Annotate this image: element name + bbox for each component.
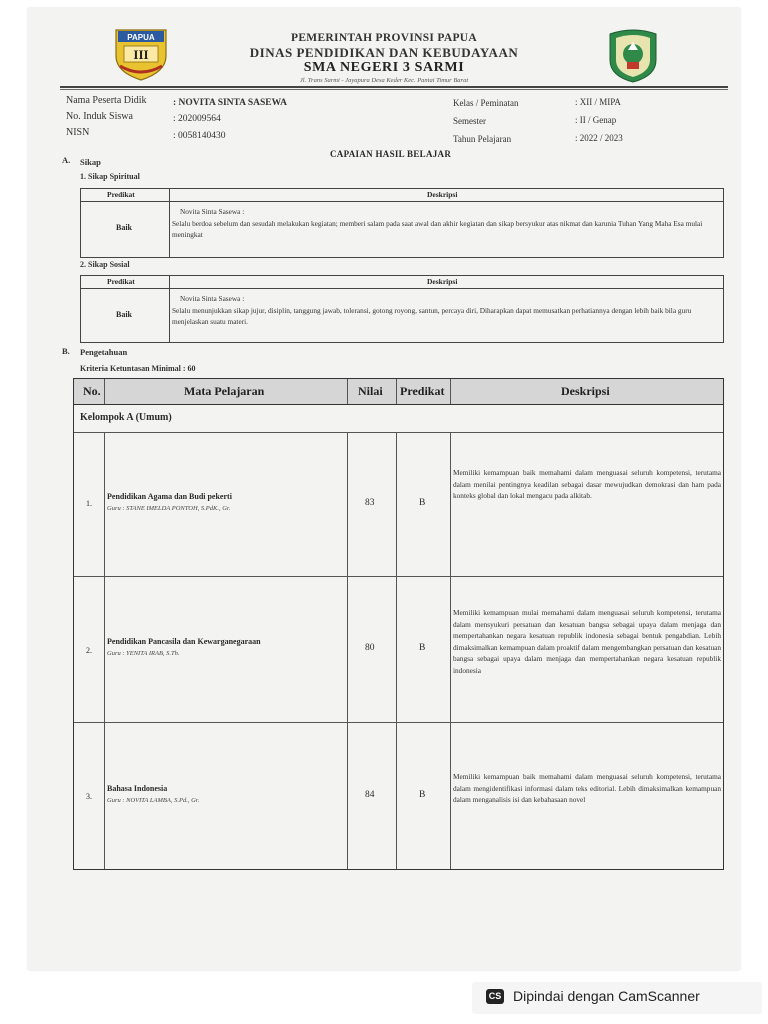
value-student-name: : NOVITA SINTA SASEWA xyxy=(173,98,287,108)
label-semester: Semester xyxy=(453,116,486,126)
header-school-name: SMA NEGERI 3 SARMI xyxy=(303,60,465,75)
label-academic-year: Tahun Pelajaran xyxy=(453,134,512,144)
label-nisn: NISN xyxy=(66,127,90,138)
section-b-letter: B. xyxy=(62,346,70,356)
social-table-divider xyxy=(169,276,170,342)
value-semester: : II / Genap xyxy=(575,115,617,125)
col-subject: Mata Pelajaran xyxy=(184,384,265,398)
row-number: 1. xyxy=(86,499,92,508)
section-b-title: Pengetahuan xyxy=(80,347,128,357)
subject-name: Pendidikan Agama dan Budi pekerti xyxy=(107,492,232,501)
col-divider xyxy=(450,432,451,869)
kkm-label: Kriteria Ketuntasan Minimal : 60 xyxy=(80,364,196,373)
label-student-name: Nama Peserta Didik xyxy=(66,95,147,106)
col-divider xyxy=(396,432,397,869)
col-divider xyxy=(347,432,348,869)
group-row xyxy=(74,404,723,433)
col-divider xyxy=(347,379,348,404)
spiritual-table xyxy=(80,188,724,258)
value-academic-year: : 2022 / 2023 xyxy=(575,133,623,143)
row-divider xyxy=(74,576,723,577)
report-title: CAPAIAN HASIL BELAJAR xyxy=(330,149,452,159)
subject-predicate: B xyxy=(419,498,426,508)
subject-teacher: Guru : STANE IMELDA PONTOH, S.PdK., Gr. xyxy=(107,505,231,512)
subject-description: Memiliki kemampuan baik memahami dalam menguasai seluruh kompetensi, terutama dalam menilai pentingnya keadilan sebagai dasar mewujudkan demokrasi dan ham pada konteks global dan lokal mengacu pada alkitab. xyxy=(453,468,721,500)
subject-description: Memiliki kemampuan mulai memahami dalam menguasai seluruh kompetensi, terutama dalam mensyukuri persatuan dan kesatuan bangsa sebagai upaya dalam menjaga dan mempertahankan negara kesatuan republik indonesia sebagai bentuk pengabdian. Lebih dimaksimalkan kemampuan dalam proaktif dalam mengembangkan persatuan dan kesatuan bangsa sebagai upaya dalam menjaga dan mempertahankan negara kesatuan republik indonesia xyxy=(453,608,721,675)
header-government: PEMERINTAH PROVINSI PAPUA xyxy=(291,32,477,44)
social-predikat: Baik xyxy=(116,310,133,319)
col-description: Deskripsi xyxy=(561,384,610,398)
subject-description: Memiliki kemampuan baik memahami dalam menguasai seluruh kompetensi, terutama dalam mengidentifikasi informasi dalam teks editorial. Lebih dimaksimalkan kemampuan dalam menganalisis isi dan kebahasaan novel xyxy=(453,772,721,804)
value-class: : XII / MIPA xyxy=(575,97,621,107)
social-table xyxy=(80,275,724,343)
spiritual-title: 1. Sikap Spiritual xyxy=(80,172,140,181)
subject-score: 83 xyxy=(365,498,375,508)
grades-table xyxy=(73,378,724,870)
header-department: DINAS PENDIDIKAN DAN KEBUDAYAAN xyxy=(249,45,519,60)
subject-score: 84 xyxy=(365,790,375,800)
social-desc-text: Selalu menunjukkan sikap jujur, disiplin, tanggung jawab, toleransi, gotong royong, santun, percaya diri, Diharapkan dapat memusatkan perhatiannya dengan lebih baik bila guru menjelaskan suatu materi. xyxy=(172,306,692,326)
social-title: 2. Sikap Sosial xyxy=(80,260,130,269)
value-student-number: : 202009564 xyxy=(173,114,221,124)
header-divider-thin xyxy=(60,89,728,90)
section-a-title: Sikap xyxy=(80,157,101,167)
col-divider xyxy=(104,379,105,404)
col-predicate: Predikat xyxy=(400,384,445,398)
camscanner-text: Dipindai dengan CamScanner xyxy=(513,988,700,1004)
value-nisn: : 0058140430 xyxy=(173,131,226,141)
col-no: No. xyxy=(83,384,101,398)
social-col-deskripsi: Deskripsi xyxy=(427,277,458,286)
social-col-predikat: Predikat xyxy=(107,277,135,286)
label-student-number: No. Induk Siswa xyxy=(66,111,133,122)
header-address: Jl. Trans Sarmi - Jayapura Desa Keder Kec. Pantai Timur Barat xyxy=(299,77,469,84)
spiritual-predikat: Baik xyxy=(116,223,133,232)
subject-predicate: B xyxy=(419,790,426,800)
grades-table-header xyxy=(74,379,723,405)
spiritual-desc-name: Novita Sinta Sasewa : xyxy=(180,207,245,216)
row-divider xyxy=(74,722,723,723)
spiritual-desc-text: Selalu berdoa sebelum dan sesudah melakukan kegiatan; memberi salam pada saat awal dan akhir kegiatan dan sikap bersyukur atas nikmat dan karunia Tuhan Yang Maha Esa mulai meningkat xyxy=(172,219,703,239)
col-divider xyxy=(396,379,397,404)
row-number: 3. xyxy=(86,792,92,801)
social-table-header xyxy=(81,276,723,289)
col-divider xyxy=(450,379,451,404)
spiritual-table-divider xyxy=(169,189,170,257)
col-divider xyxy=(104,432,105,869)
col-score: Nilai xyxy=(358,384,383,398)
logo-left-numeral: III xyxy=(133,47,149,62)
group-label: Kelompok A (Umum) xyxy=(80,412,172,423)
social-desc-name: Novita Sinta Sasewa : xyxy=(180,294,245,303)
spiritual-col-predikat: Predikat xyxy=(107,190,135,199)
subject-name: Pendidikan Pancasila dan Kewarganegaraan xyxy=(107,637,261,646)
subject-score: 80 xyxy=(365,643,375,653)
row-number: 2. xyxy=(86,646,92,655)
subject-teacher: Guru : YENITA IRAB, S.Th. xyxy=(107,650,180,657)
label-class: Kelas / Peminatan xyxy=(453,98,519,108)
logo-left-text: PAPUA xyxy=(127,33,155,42)
subject-teacher: Guru : NOVITA LAMBA, S.Pd., Gr. xyxy=(107,797,200,804)
spiritual-col-deskripsi: Deskripsi xyxy=(427,190,458,199)
section-a-letter: A. xyxy=(62,155,71,165)
subject-name: Bahasa Indonesia xyxy=(107,784,168,793)
camscanner-icon: CS xyxy=(486,989,504,1004)
spiritual-table-header xyxy=(81,189,723,202)
header-divider xyxy=(60,86,728,88)
subject-predicate: B xyxy=(419,643,426,653)
